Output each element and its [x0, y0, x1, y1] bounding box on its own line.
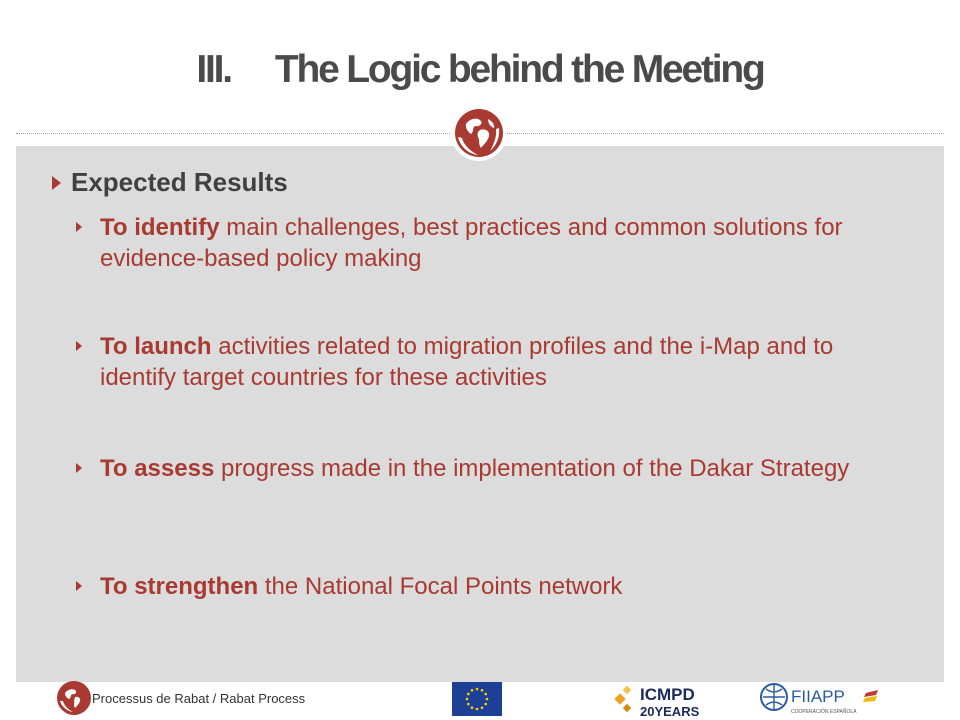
item-keyword: To identify — [100, 214, 220, 241]
rabat-process-logo-icon — [56, 680, 92, 716]
fiiapp-logo — [758, 681, 888, 717]
bullet-arrow-icon — [76, 222, 82, 232]
expected-results-heading — [52, 167, 288, 198]
title-text: The Logic behind the Meeting — [274, 48, 764, 91]
fiiapp-text: FIIAPP — [791, 687, 845, 706]
list-item — [76, 331, 876, 393]
eu-flag-icon — [452, 682, 502, 716]
icmpd-years: 20YEARS — [640, 704, 700, 719]
item-text: progress made in the implementation of the Dakar Strategy — [214, 455, 850, 482]
list-item — [76, 212, 876, 274]
bullet-arrow-icon — [52, 176, 61, 190]
item-text: activities related to migration profiles and the i-Map and to identify target countries for these activities — [100, 333, 834, 391]
item-text: the National Focal Points network — [258, 573, 623, 600]
footer-text: Processus de Rabat / Rabat Process — [92, 691, 306, 706]
heading-text: Expected Results — [71, 167, 288, 197]
list-item — [76, 571, 876, 602]
icmpd-text: ICMPD — [640, 685, 695, 704]
bullet-arrow-icon — [76, 463, 82, 473]
item-text: main challenges, best practices and common solutions for evidence-based policy making — [100, 214, 843, 272]
icmpd-logo — [612, 681, 752, 719]
bullet-arrow-icon — [76, 581, 82, 591]
fiiapp-subtext: COOPERACIÓN ESPAÑOLA — [791, 709, 857, 715]
slide-title — [0, 48, 960, 92]
globe-logo-icon — [450, 104, 508, 162]
item-keyword: To strengthen — [100, 573, 259, 600]
bullet-arrow-icon — [76, 341, 82, 351]
list-item — [76, 453, 876, 484]
title-number: III. — [196, 48, 231, 91]
item-keyword: To launch — [100, 333, 212, 360]
item-keyword: To assess — [100, 455, 215, 482]
